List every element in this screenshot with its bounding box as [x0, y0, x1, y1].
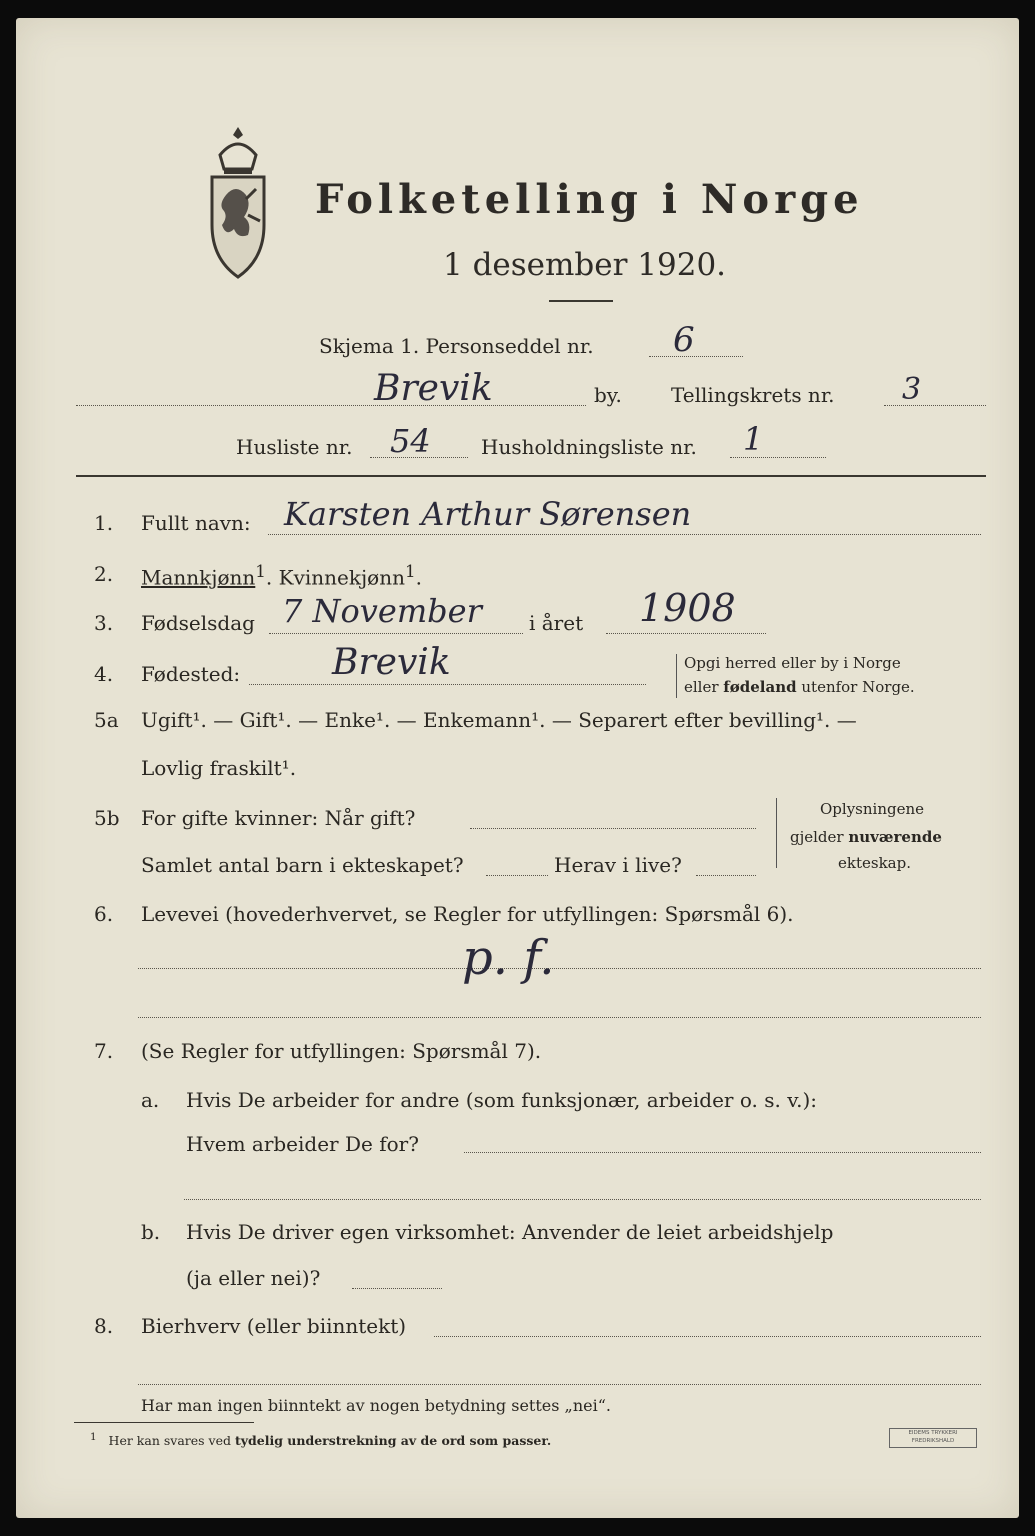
tellingskrets-line: [884, 405, 986, 406]
q4-birthplace: Brevik: [332, 642, 451, 683]
by-value: Brevik: [374, 368, 493, 409]
q5a-line2: Lovlig fraskilt¹.: [141, 756, 297, 780]
tellingskrets-nr: 3: [902, 372, 922, 407]
q5b-alive-line: [696, 875, 756, 876]
footnote-bold: tydelig understrekning av de ord som passer.: [234, 1433, 552, 1449]
q1-line: [268, 534, 981, 535]
q4-number: 4.: [94, 662, 114, 686]
q3-label: Fødselsdag: [141, 611, 255, 635]
q2-end: .: [415, 565, 422, 590]
q7b-letter: b.: [141, 1220, 161, 1244]
husliste-nr: 54: [390, 422, 431, 460]
q7a-line2: Hvem arbeider De for?: [186, 1132, 419, 1156]
footnote-rule: [74, 1422, 254, 1423]
q6-line2: [138, 1017, 981, 1018]
q4-note-line1: Opgi herred eller by i Norge: [684, 654, 901, 672]
q4-note-b: utenfor Norge.: [796, 678, 915, 696]
title-divider: [549, 300, 613, 302]
q4-label: Fødested:: [141, 662, 241, 686]
q6-number: 6.: [94, 902, 114, 926]
q7a-employer-line: [464, 1152, 981, 1153]
footnote-text: Her kan svares ved: [108, 1433, 235, 1449]
q1-label: Fullt navn:: [141, 511, 251, 535]
personseddel-line: [649, 356, 743, 357]
by-line: [76, 405, 586, 406]
q2-kvinnekjonn: . Kvinnekjønn: [265, 565, 405, 590]
q3-birth-day: 7 November: [282, 592, 482, 630]
q5b-note-line3: ekteskap.: [838, 854, 911, 872]
q7b-line2: (ja eller nei)?: [186, 1266, 321, 1290]
q7a-letter: a.: [141, 1088, 160, 1112]
q5a-line1: Ugift¹. — Gift¹. — Enke¹. — Enkemann¹. — Separert efter bevilling¹. —: [141, 708, 857, 732]
q7-number: 7.: [94, 1039, 114, 1063]
form-title: Folketelling i Norge: [315, 176, 864, 223]
q5b-married-line: [470, 828, 756, 829]
q3-year-label: i året: [529, 611, 584, 635]
q3-birth-year: 1908: [639, 586, 736, 630]
header-rule: [76, 475, 986, 477]
husliste-label: Husliste nr.: [236, 435, 353, 459]
stamp-line1: EIDEMS TRYKKERI: [908, 1430, 958, 1436]
q5b-line1: For gifte kvinner: Når gift?: [141, 806, 416, 830]
printer-stamp: [889, 1428, 977, 1448]
norwegian-coat-of-arms-icon: [202, 125, 274, 285]
q5b-note-a: gjelder: [790, 828, 849, 846]
q3-day-line: [269, 633, 523, 634]
q7a-line1: Hvis De arbeider for andre (som funksjonær, arbeider o. s. v.):: [186, 1088, 818, 1112]
q1-full-name: Karsten Arthur Sørensen: [284, 495, 692, 533]
tellingskrets-label: Tellingskrets nr.: [671, 383, 835, 407]
q4-note-line2: [684, 678, 915, 696]
q5b-number: 5b: [94, 806, 120, 830]
q6-line1: [138, 968, 981, 969]
footnote: [90, 1431, 551, 1448]
q2-number: 2.: [94, 562, 114, 586]
q5b-note-bold: nuværende: [848, 828, 942, 846]
q6-occupation: p. f.: [462, 930, 555, 986]
skjema-label: Skjema 1. Personseddel nr.: [319, 334, 594, 358]
q7b-line1: Hvis De driver egen virksomhet: Anvender de leiet arbeidshjelp: [186, 1220, 834, 1244]
personseddel-nr: 6: [673, 320, 695, 360]
census-form-sheet: [16, 18, 1019, 1518]
q7b-answer-line: [352, 1288, 442, 1289]
q8-line1: [434, 1336, 981, 1337]
q5b-alive-label: Herav i live?: [554, 853, 682, 877]
form-date: 1 desember 1920.: [443, 247, 727, 283]
stamp-line2: FREDRIKSHALD: [911, 1438, 955, 1444]
husholdningsliste-label: Husholdningsliste nr.: [481, 435, 697, 459]
q5a-number: 5a: [94, 708, 119, 732]
q1-number: 1.: [94, 511, 114, 535]
q4-note-a: eller: [684, 678, 724, 696]
by-label: by.: [594, 383, 622, 407]
q8-label: Bierhverv (eller biinntekt): [141, 1314, 407, 1338]
q8-number: 8.: [94, 1314, 114, 1338]
q7a-extra-line: [184, 1199, 981, 1200]
q3-year-line: [606, 633, 766, 634]
q5b-note-line1: Oplysningene: [820, 800, 925, 818]
husholdningsliste-nr: 1: [743, 420, 764, 458]
q4-note-bold: fødeland: [723, 678, 797, 696]
q3-number: 3.: [94, 611, 114, 635]
q8-line2: [138, 1384, 981, 1385]
q5b-brace: [776, 798, 777, 868]
q5b-children-line: [486, 875, 548, 876]
q5b-note-line2: [790, 828, 942, 846]
q4-brace: [676, 654, 677, 698]
q5b-children-label: Samlet antal barn i ekteskapet?: [141, 853, 464, 877]
q2-mannkjonn: Mannkjønn: [141, 565, 256, 590]
q2-sex-options: Mannkjønn$^1$. Kvinnekjønn$^1$.: [141, 562, 422, 590]
q8-note: Har man ingen biinntekt av nogen betydning settes „nei“.: [141, 1396, 611, 1415]
footnote-mark: 1: [90, 1431, 97, 1443]
q6-label: Levevei (hovederhvervet, se Regler for utfyllingen: Spørsmål 6).: [141, 902, 794, 926]
q4-line: [249, 684, 646, 685]
q7-label: (Se Regler for utfyllingen: Spørsmål 7).: [141, 1039, 542, 1063]
